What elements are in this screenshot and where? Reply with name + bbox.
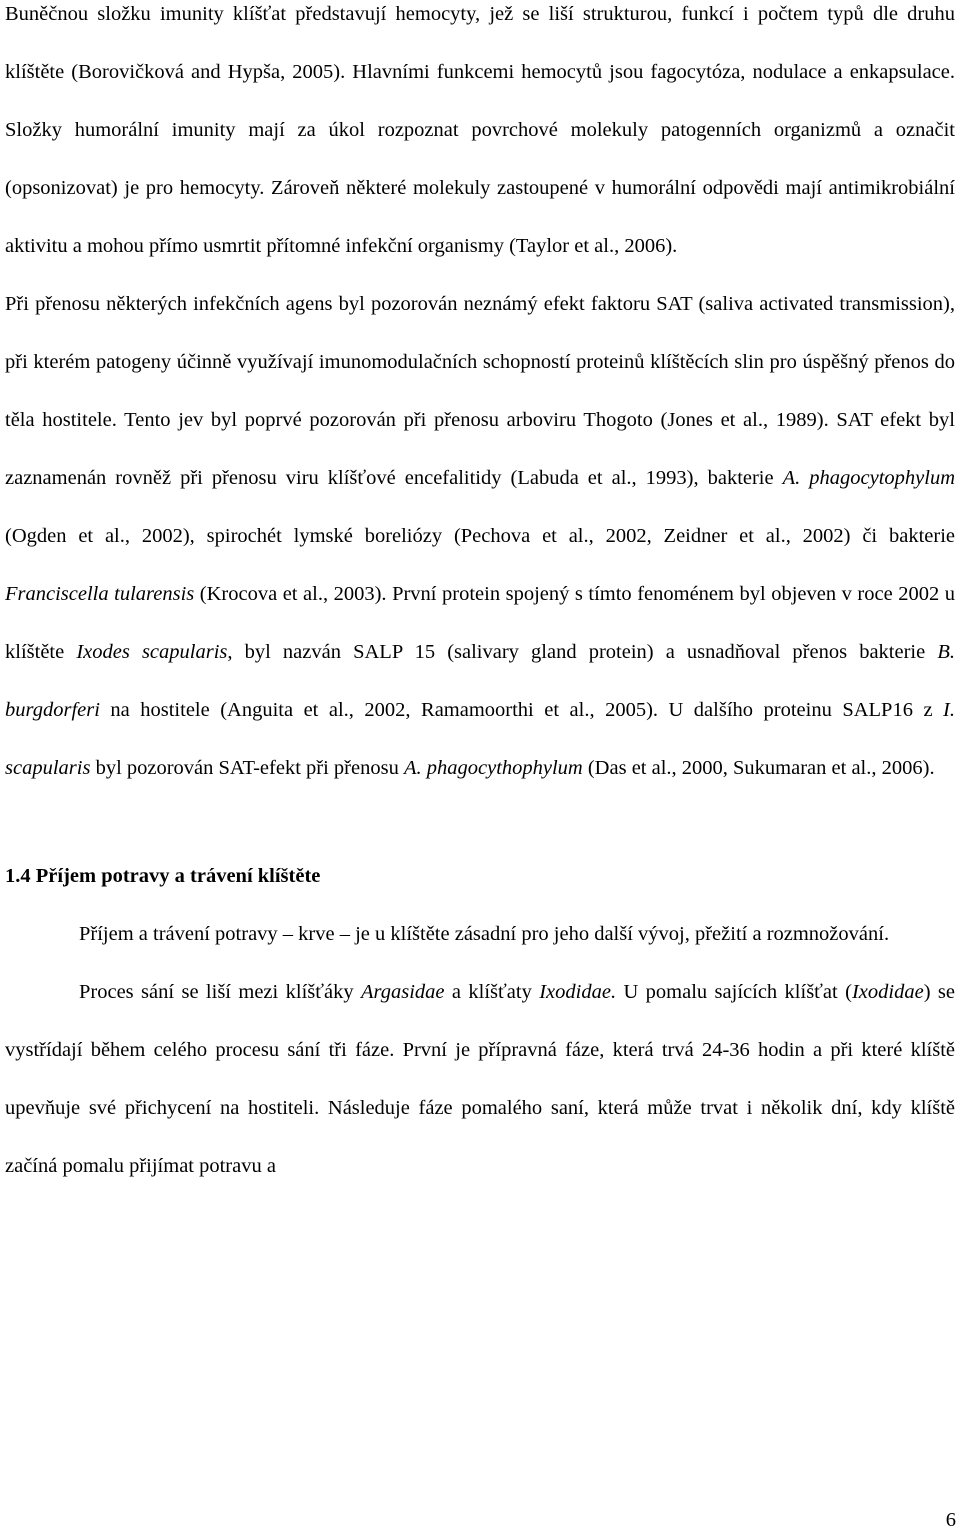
text-run: a klíšťaty <box>444 981 540 1003</box>
paragraph-feeding-intro: Příjem a trávení potravy – krve – je u klíštěte zásadní pro jeho další vývoj, přežití a rozmnožování. <box>79 923 890 945</box>
paragraph-feeding-process <box>5 963 955 1195</box>
text-run: byl pozorován SAT-efekt při přenosu <box>90 757 404 779</box>
species-name: A. phagocythophylum <box>403 757 583 779</box>
text-run: (Ogden et al., 2002), spirochét lymské boreliózy (Pechova et al., 2002, Zeidner et al., 2002) či bakterie <box>5 525 955 547</box>
paragraph-sat-effect <box>5 275 955 797</box>
section-heading: 1.4 Příjem potravy a trávení klíštěte <box>5 865 321 887</box>
taxon-name: Ixodidae. <box>539 981 617 1003</box>
text-run: ) se vystřídají během celého procesu sání tři fáze. První je přípravná fáze, která trvá 24-36 hodin a při které klíště upevňuje své přichycení na hostiteli. Následuje fáze pomalého saní, která může trvat i několik dní, kdy klíště začíná pomalu přijímat potravu a <box>5 981 955 1177</box>
species-name: Ixodes scapularis <box>76 641 228 663</box>
species-name: A. phagocytophylum <box>782 467 956 489</box>
text-run: , byl nazván SALP 15 (salivary gland protein) a usnadňoval přenos bakterie <box>227 641 938 663</box>
text-run: (Krocova et al., 2003). První protein spojený s tímto fenoménem byl objeven v roce 2002 u klíštěte <box>5 583 955 663</box>
text-run: (Das et al., 2000, Sukumaran et al., 2006). <box>582 757 935 779</box>
paragraph-hemocytes: Buněčnou složku imunity klíšťat představují hemocyty, jež se liší strukturou, funkcí i počtem typů dle druhu klíštěte (Borovičková and Hypša, 2005). Hlavními funkcemi hemocytů jsou fagocytóza, nodulace a enkapsulace. Složky humorální imunity mají za úkol rozpoznat povrchové molekuly patogenních organizmů a označit (opsonizovat) je pro hemocyty. Zároveň některé molekuly zastoupené v humorální odpovědi mají antimikrobiální aktivitu a mohou přímo usmrtit přítomné infekční organismy (Taylor et al., 2006). <box>5 3 955 257</box>
species-name: I. scapularis <box>5 699 955 779</box>
text-run: U pomalu sajících klíšťat ( <box>616 981 852 1003</box>
species-name: B. burgdorferi <box>5 641 955 721</box>
text-run: Proces sání se liší mezi klíšťáky <box>79 981 361 1003</box>
text-run: Při přenosu některých infekčních agens byl pozorován neznámý efekt faktoru SAT (saliva activated transmission), při kterém patogeny účinně využívají imunomodulačních schopností proteinů klíštěcích slin pro úspěšný přenos do těla hostitele. Tento jev byl poprvé pozorován při přenosu arboviru Thogoto (Jones et al., 1989). SAT efekt byl zaznamenán rovněž při přenosu viru klíšťové encefalitidy (Labuda et al., 1993), bakterie <box>5 293 955 489</box>
document-page <box>5 0 955 1195</box>
taxon-name: Argasidae <box>361 981 445 1003</box>
page-number: 6 <box>945 1509 956 1531</box>
text-run: na hostitele (Anguita et al., 2002, Ramamoorthi et al., 2005). U dalšího proteinu SALP16 z <box>99 699 944 721</box>
taxon-name: Ixodidae <box>851 981 924 1003</box>
species-name: Franciscella tularensis <box>5 583 195 605</box>
